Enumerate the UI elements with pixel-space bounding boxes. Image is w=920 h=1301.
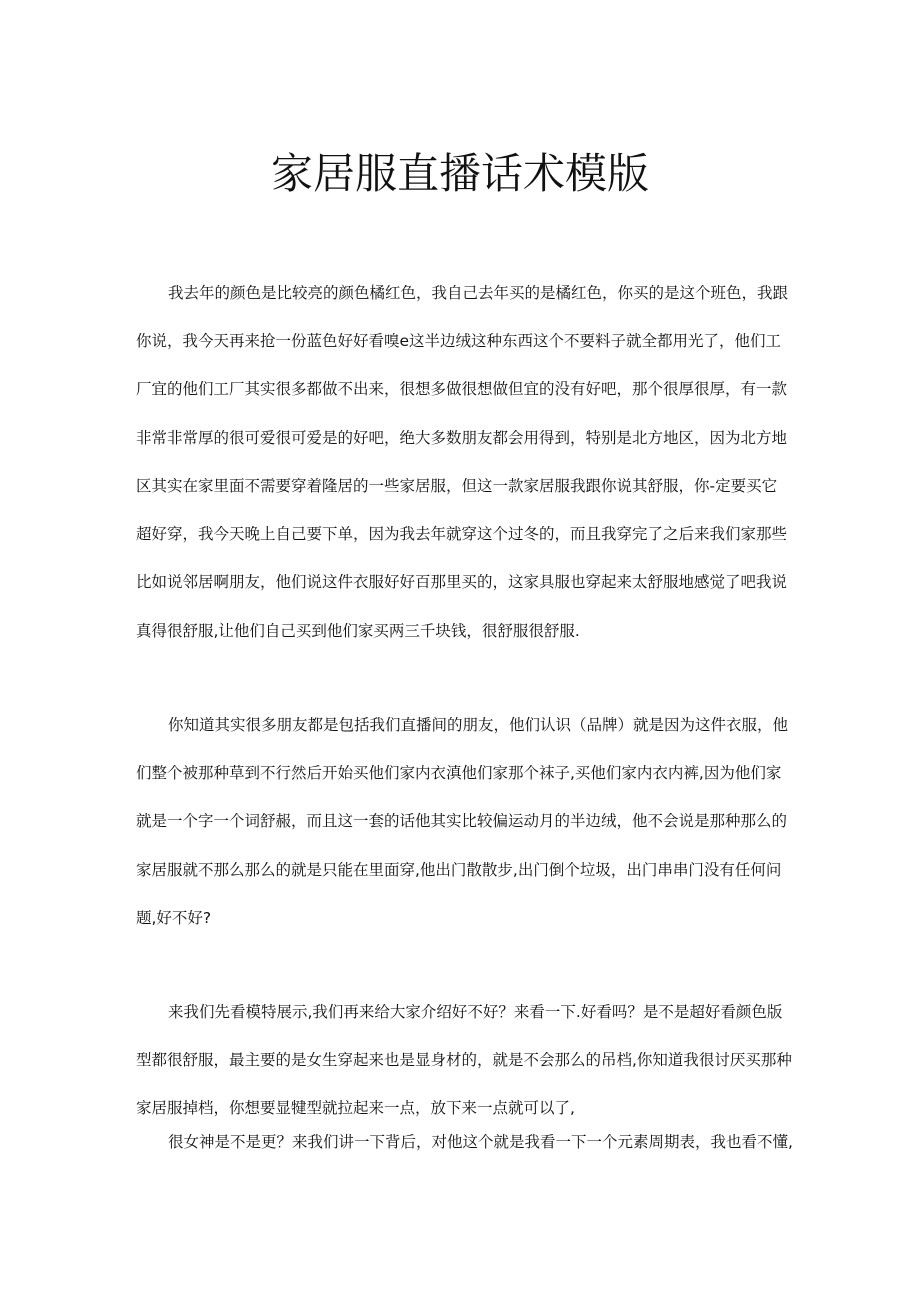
paragraph-line: 型都很舒服，最主要的是女生穿起来也是显身材的，就是不会那么的吊档,你知道我很讨厌买那种 [136,1051,792,1069]
paragraph-line: 题,好不好? [136,909,212,927]
paragraph-line: 我去年的颜色是比较亮的颜色橘红色，我自己去年买的是橘红色，你买的是这个班色，我跟 [168,284,789,302]
paragraph-line: 们整个被那种草到不行然后开始买他们家内衣滇他们家那个袜子,买他们家内衣内裤,因为他们家 [136,764,782,782]
paragraph-line: 来我们先看模特展示,我们再来给大家介绍好不好？来看一下.好看吗？是不是超好看颜色版 [168,1003,783,1021]
paragraph-line: 很女神是不是更？来我们讲一下背后，对他这个就是我看一下一个元素周期表，我也看不懂, [168,1133,793,1151]
paragraph-line: 你知道其实很多朋友都是包括我们直播间的朋友，他们认识（品牌）就是因为这件衣服，他 [168,716,789,734]
paragraph-line: 区其实在家里面不需要穿着隆居的一些家居服，但这一款家居服我跟你说其舒服，你-定要买它 [136,477,778,495]
paragraph-line: 家居服掉档，你想要显犍型就拉起来一点，放下来一点就可以了, [136,1099,575,1117]
paragraph-line: 家居服就不那么那么的就是只能在里面穿,他出门散散步,出门倒个垃圾，出门串串门没有任何问 [136,861,782,879]
document-title: 家居服直播话术模版 [270,149,649,198]
paragraph-line: 非常非常厚的很可爱很可爱是的好吧，绝大多数朋友都会用得到，特别是北方地区，因为北方地 [136,429,788,447]
paragraph-line: 就是一个字一个词舒赧，而且这一套的话他其实比较偏运动月的半边绒，他不会说是那种那么的 [136,812,788,830]
paragraph-line: 真得很舒服,让他们自己买到他们家买两三千块钱，很舒服很舒服. [136,622,580,640]
paragraph-line: 厂宜的他们工厂其实很多都做不出来，很想多做很想做但宜的没有好吧，那个很厚很厚，有一款 [136,380,788,398]
paragraph-line: 你说，我今天再来抢一份蓝色好好看嗅e这半边绒这种东西这个不要料子就全都用光了，他们工 [136,332,782,350]
paragraph-line: 超好穿，我今天晚上自己要下单，因为我去年就穿这个过冬的，而且我穿完了之后来我们家那些 [136,525,788,543]
paragraph-line: 比如说邻居啊朋友，他们说这件衣服好好百那里买的，这家具服也穿起来太舒服地感觉了吧我说 [136,573,788,591]
